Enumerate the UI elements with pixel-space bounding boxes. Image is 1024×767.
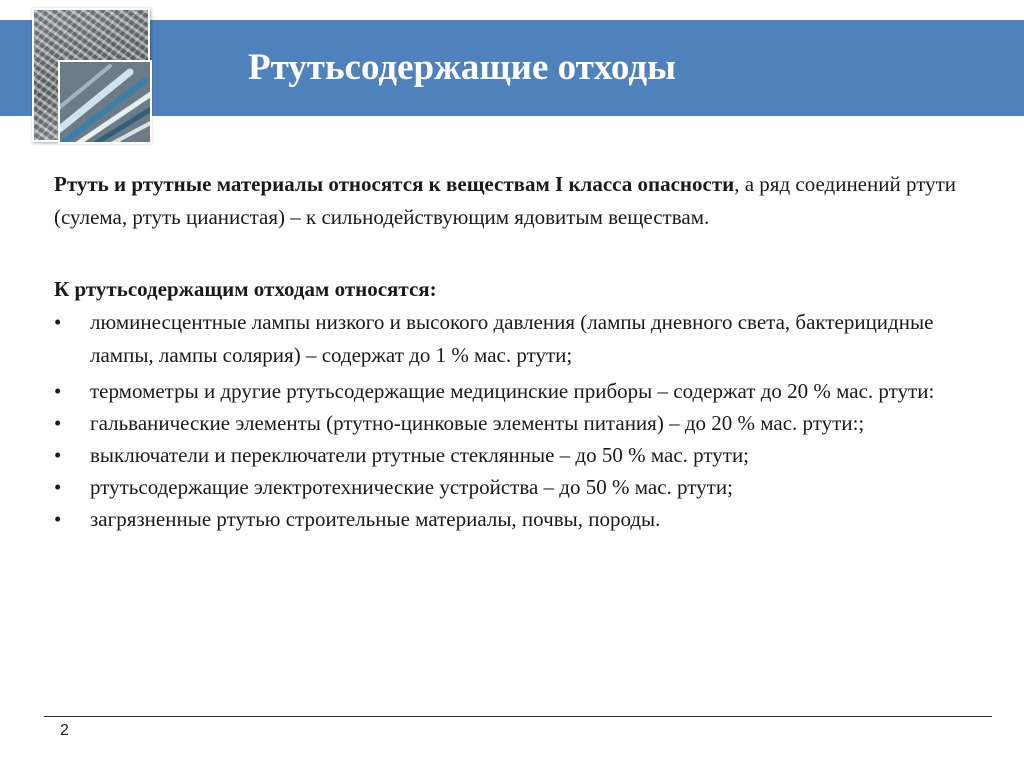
list-item (54, 378, 974, 404)
list-heading (54, 273, 974, 306)
lamp-tubes-illustration (60, 62, 150, 142)
bullet-marker: • (54, 310, 62, 334)
list-item (54, 474, 974, 500)
slide-content (54, 168, 974, 532)
bullet-marker: • (54, 443, 62, 467)
list-heading-text: К ртутьсодержащим отходам относятся: (54, 277, 437, 301)
bullet-marker: • (54, 411, 62, 435)
bullet-marker: • (54, 507, 62, 531)
list-item-text: термометры и другие ртутьсодержащие медицинские приборы – содержат до 20 % мас. ртути: (90, 379, 935, 403)
paragraph-spacer (54, 234, 974, 273)
footer-divider (44, 716, 992, 717)
page-number: 2 (60, 722, 69, 739)
list-item (54, 506, 974, 532)
intro-rest-text: , а ряд соединений ртути (сулема, ртуть цианистая) – к сильнодействующим ядовитым веществам. (54, 172, 957, 229)
photo-inset (58, 60, 152, 144)
page-title: Ртутьсодержащие отходы (248, 47, 676, 88)
list-item (54, 306, 974, 372)
bullet-marker: • (54, 379, 62, 403)
list-item (54, 442, 974, 468)
intro-paragraph (54, 168, 974, 234)
list-item-text: ртутьсодержащие электротехнические устройства – до 50 % мас. ртути; (90, 475, 733, 499)
bullet-marker: • (54, 475, 62, 499)
list-item (54, 410, 974, 436)
list-item-text: загрязненные ртутью строительные материалы, почвы, породы. (90, 507, 661, 531)
list-item-text: выключатели и переключатели ртутные стеклянные – до 50 % мас. ртути; (90, 443, 750, 467)
list-item-text: люминесцентные лампы низкого и высокого давления (лампы дневного света, бактерицидные лампы, лампы солярия) – содержат до 1 % мас. ртути; (90, 310, 934, 367)
mercury-waste-photo (32, 8, 150, 142)
waste-list (54, 306, 974, 532)
list-item-text: гальванические элементы (ртутно-цинковые элементы питания) – до 20 % мас. ртути:; (90, 411, 865, 435)
intro-bold-text: Ртуть и ртутные материалы относятся к веществам I класса опасности (54, 172, 735, 196)
